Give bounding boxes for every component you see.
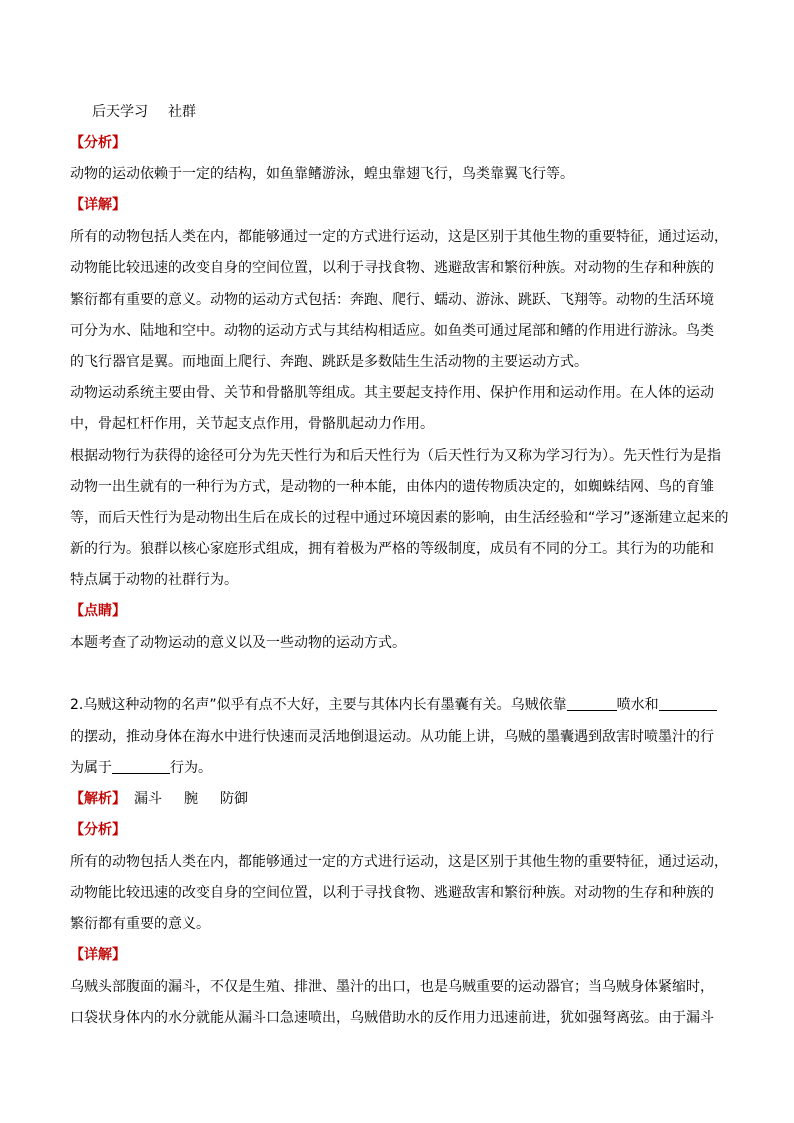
answer-1: 后天学习 [92, 104, 148, 120]
solution-line [70, 789, 732, 809]
solution-tag: 【解析】 [70, 791, 126, 807]
detail-line: 动物运动系统主要由骨、关节和骨骼肌等组成。其主要起支持作用、保护作用和运动作用。在人体的运动 [70, 385, 714, 401]
answer-blank-1[interactable] [567, 696, 617, 711]
analysis-line: 动物能比较迅速的改变自身的空间位置，以利于寻找食物、逃避敌害和繁衍种族。对动物的生存和种族的 [70, 885, 714, 901]
detail-line: 新的行为。狼群以核心家庭形式组成，拥有着极为严格的等级制度，成员有不同的分工。其行为的功能和 [70, 541, 714, 557]
question-2-text-c: 为属于 [70, 760, 112, 776]
analysis-line: 所有的动物包括人类在内，都能够通过一定的方式进行运动，这是区别于其他生物的重要特征，通过运动， [70, 854, 728, 870]
detail-line: 所有的动物包括人类在内，都能够通过一定的方式进行运动，这是区别于其他生物的重要特征，通过运动， [70, 229, 728, 245]
question-2-line-2: 的摆动，推动身体在海水中进行快速而灵活地倒退运动。从功能上讲，乌贼的墨囊遇到敌害时喷墨汁的行 [70, 729, 714, 745]
question-2-text-d: 行为。 [170, 760, 212, 776]
review-text: 本题考查了动物运动的意义以及一些动物的运动方式。 [70, 635, 406, 651]
question-2-line-3 [70, 758, 732, 778]
answer-2: 社群 [168, 104, 196, 120]
answer-blank-3[interactable] [112, 759, 170, 774]
detail-line-2: 口袋状身体内的水分就能从漏斗口急速喷出，乌贼借助水的反作用力迅速前进，犹如强弩离弦。由于漏斗 [70, 1010, 714, 1026]
solution-answer-2: 腕 [184, 791, 198, 807]
detail-line-2: 乌贼头部腹面的漏斗，不仅是生殖、排泄、墨汁的出口，也是乌贼重要的运动器官；当乌贼身体紧缩时， [70, 979, 714, 995]
detail-line: 等，而后天性行为是动物出生后在成长的过程中通过环境因素的影响，由生活经验和“学习”逐渐建立起来的 [70, 510, 729, 526]
question-2-line-1 [70, 695, 732, 715]
detail-line: 动物能比较迅速的改变自身的空间位置，以利于寻找食物、逃避敌害和繁衍种族。对动物的生存和种族的 [70, 260, 714, 276]
detail-line: 根据动物行为获得的途径可分为先天性行为和后天性行为（后天性行为又称为学习行为）。先天性行为是指 [70, 448, 721, 464]
detail-line: 特点属于动物的社群行为。 [70, 572, 238, 588]
analysis-tag: 【分析】 [70, 135, 126, 151]
analysis-text: 动物的运动依赖于一定的结构，如鱼靠鳍游泳，蝗虫靠翅飞行，鸟类靠翼飞行等。 [70, 166, 574, 182]
detail-line: 中，骨起杠杆作用，关节起支点作用，骨骼肌起动力作用。 [70, 416, 434, 432]
question-2-text-b: 喷水和 [616, 697, 659, 713]
analysis-tag-2: 【分析】 [70, 822, 126, 838]
solution-answer-1: 漏斗 [134, 791, 162, 807]
detail-line: 繁衍都有重要的意义。动物的运动方式包括：奔跑、爬行、蠕动、游泳、跳跃、飞翔等。动物的生活环境 [70, 292, 714, 308]
answer-line [70, 102, 732, 122]
detail-line: 动物一出生就有的一种行为方式，是动物的一种本能，由体内的遗传物质决定的，如蜘蛛结网、鸟的育雏 [70, 479, 714, 495]
question-2-text-a: 2.乌贼这种动物的名声”似乎有点不大好，主要与其体内长有墨囊有关。乌贼依靠 [70, 697, 567, 713]
analysis-line: 繁衍都有重要的意义。 [70, 916, 210, 932]
detail-line: 可分为水、陆地和空中。动物的运动方式与其结构相适应。如鱼类可通过尾部和鳍的作用进行游泳。鸟类 [70, 323, 714, 339]
answer-blank-2[interactable] [659, 696, 717, 711]
solution-answer-3: 防御 [220, 791, 248, 807]
detail-line: 的飞行器官是翼。而地面上爬行、奔跑、跳跃是多数陆生生活动物的主要运动方式。 [70, 354, 588, 370]
detail-tag: 【详解】 [70, 197, 126, 213]
detail-tag-2: 【详解】 [70, 947, 126, 963]
review-tag: 【点睛】 [70, 603, 126, 619]
